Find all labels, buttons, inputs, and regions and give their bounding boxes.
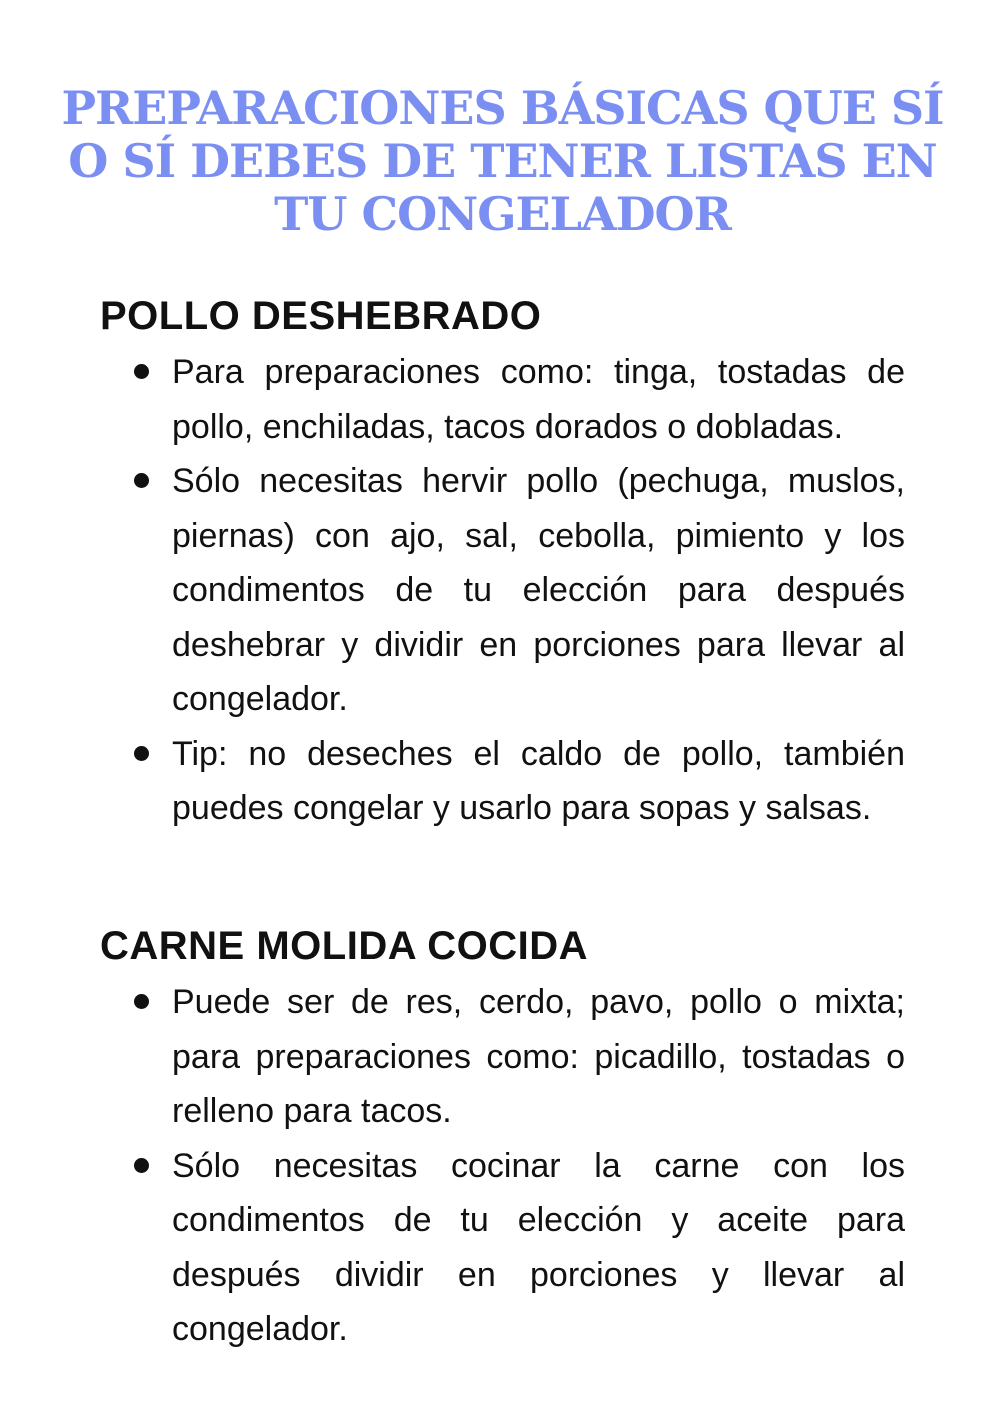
section-pollo-deshebrado xyxy=(100,290,905,836)
bullet-icon xyxy=(134,746,149,761)
list-item-text: Puede ser de res, cerdo, pavo, pollo o mixta; para preparaciones como: picadillo, tostadas o relleno para tacos. xyxy=(172,983,905,1130)
list-item xyxy=(100,1139,905,1357)
list-item xyxy=(100,727,905,836)
list-item-text: Sólo necesitas cocinar la carne con los condimentos de tu elección y aceite para después dividir en porciones y llevar al congelador. xyxy=(172,1146,905,1348)
bullet-list xyxy=(100,975,905,1357)
section-heading: CARNE MOLIDA COCIDA xyxy=(100,924,588,968)
page-title: PREPARACIONES BÁSICAS QUE SÍ O SÍ DEBES DE TENER LISTAS EN TU CONGELADOR xyxy=(61,81,944,241)
list-item xyxy=(100,975,905,1139)
section-carne-molida-cocida xyxy=(100,920,905,1357)
bullet-icon xyxy=(134,473,149,488)
bullet-icon xyxy=(134,994,149,1009)
list-item xyxy=(100,454,905,727)
section-heading: POLLO DESHEBRADO xyxy=(100,294,542,338)
bullet-icon xyxy=(134,1158,149,1173)
list-item-text: Para preparaciones como: tinga, tostadas de pollo, enchiladas, tacos dorados o dobladas. xyxy=(172,353,905,446)
bullet-list xyxy=(100,345,905,836)
list-item-text: Tip: no deseches el caldo de pollo, también puedes congelar y usarlo para sopas y salsas. xyxy=(172,734,905,827)
list-item xyxy=(100,345,905,454)
bullet-icon xyxy=(134,364,149,379)
list-item-text: Sólo necesitas hervir pollo (pechuga, muslos, piernas) con ajo, sal, cebolla, pimiento y los condimentos de tu elección para después deshebrar y dividir en porciones para llevar al congelador. xyxy=(172,462,905,718)
